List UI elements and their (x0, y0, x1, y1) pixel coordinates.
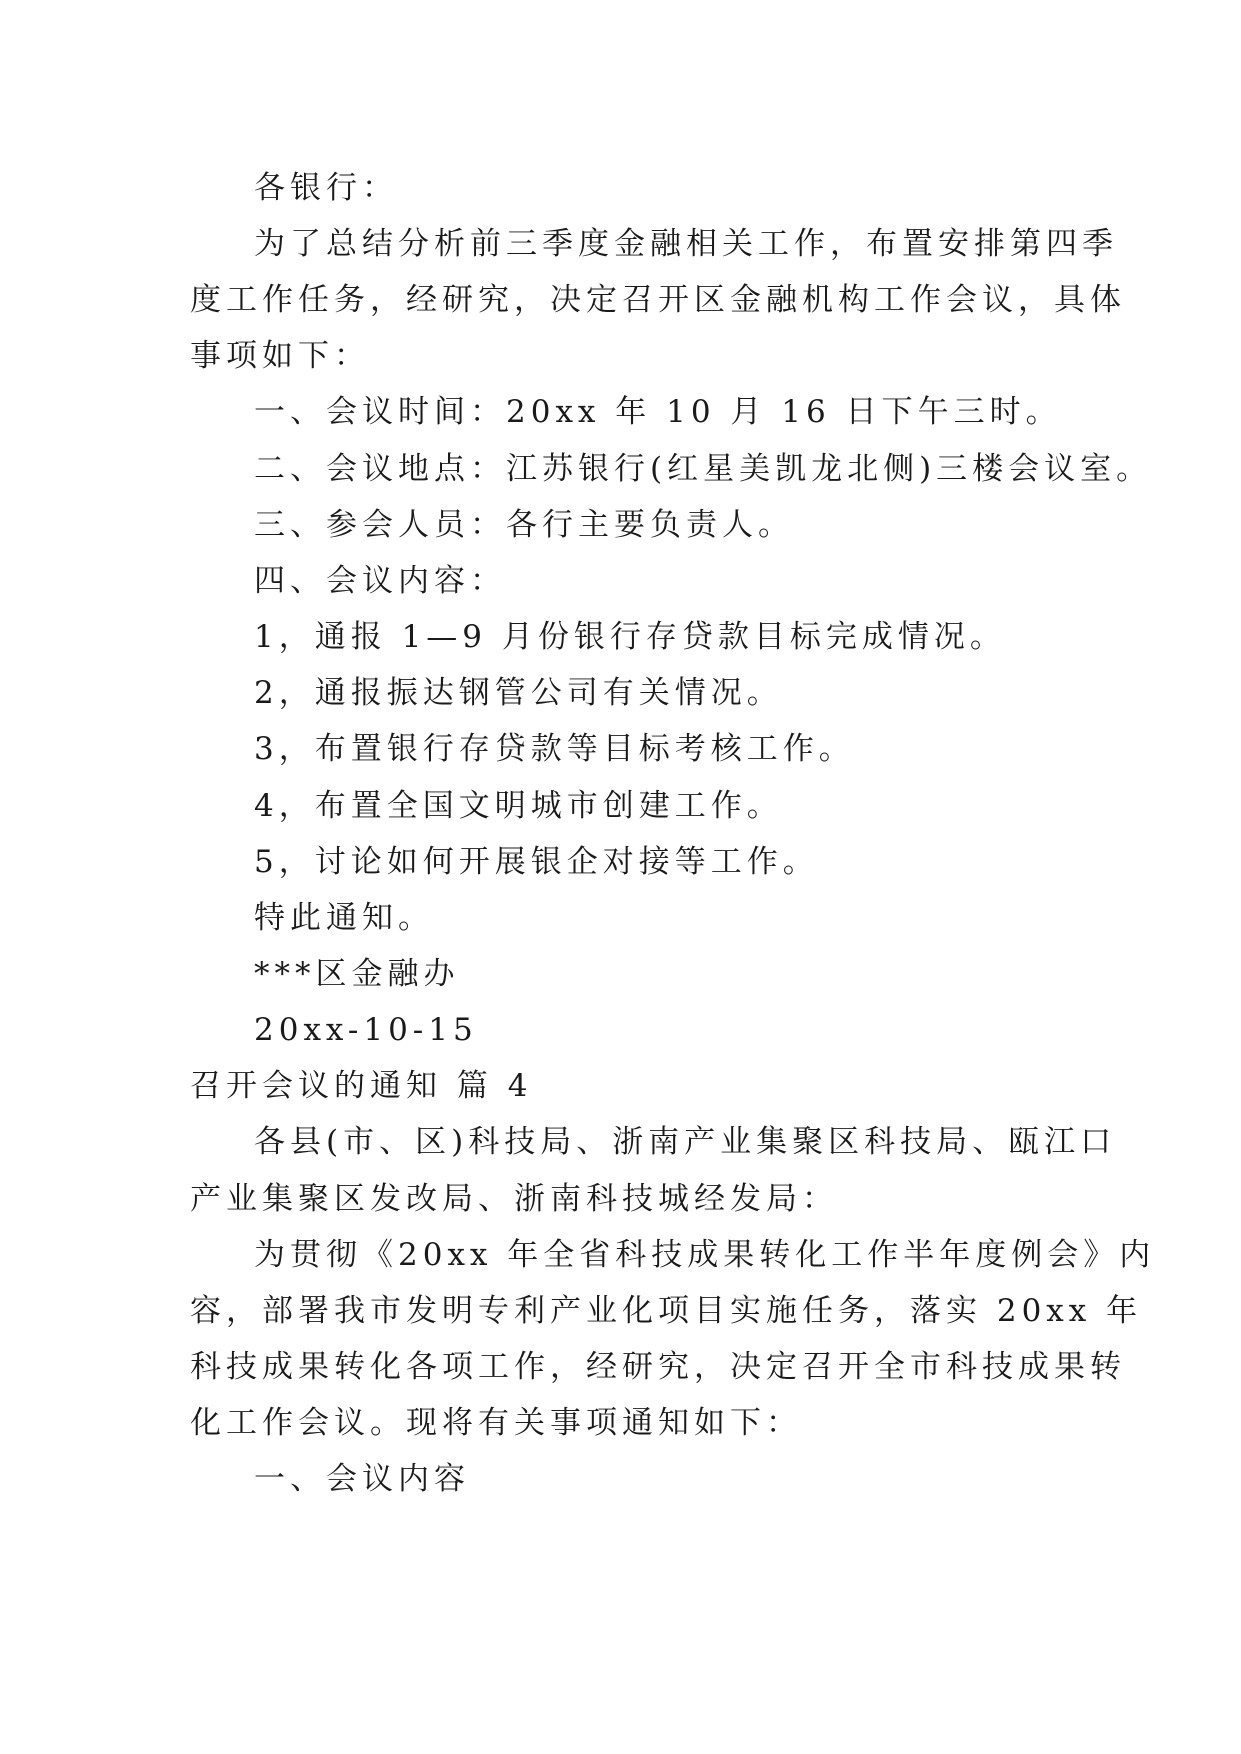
notice4-intro-line-1: 为贯彻《20xx 年全省科技成果转化工作半年度例会》内 (254, 1237, 1156, 1273)
issue-date: 20xx-10-15 (254, 1012, 478, 1048)
intro-line-2: 度工作任务，经研究，决定召开区金融机构工作会议，具体 (190, 282, 1126, 318)
meeting-attendees: 三、参会人员：各行主要负责人。 (254, 507, 794, 543)
meeting-location: 二、会议地点：江苏银行(红星美凯龙北侧)三楼会议室。 (254, 451, 1153, 487)
closing-text: 特此通知。 (254, 900, 434, 936)
meeting-content-heading: 四、会议内容： (254, 563, 506, 599)
content-item-2: 2，通报振达钢管公司有关情况。 (254, 675, 783, 711)
intro-line-1: 为了总结分析前三季度金融相关工作，布置安排第四季 (254, 226, 1118, 262)
salutation: 各银行： (254, 170, 398, 206)
notice4-intro-line-2: 容，部署我市发明专利产业化项目实施任务，落实 20xx 年 (190, 1293, 1143, 1329)
issuer: ***区金融办 (254, 956, 460, 992)
intro-line-3: 事项如下： (190, 338, 370, 374)
section-heading: 召开会议的通知 篇 4 (190, 1068, 533, 1104)
content-item-5: 5，讨论如何开展银企对接等工作。 (254, 844, 819, 880)
notice4-intro-line-4: 化工作会议。现将有关事项通知如下： (190, 1405, 802, 1441)
notice4-intro-line-3: 科技成果转化各项工作，经研究，决定召开全市科技成果转 (190, 1349, 1126, 1385)
content-item-3: 3，布置银行存贷款等目标考核工作。 (254, 731, 855, 767)
section-1-heading: 一、会议内容 (254, 1461, 470, 1497)
recipients-line-2: 产业集聚区发改局、浙南科技城经发局： (190, 1181, 838, 1217)
meeting-time: 一、会议时间：20xx 年 10 月 16 日下午三时。 (254, 394, 1062, 430)
recipients-line-1: 各县(市、区)科技局、浙南产业集聚区科技局、瓯江口 (254, 1124, 1117, 1160)
content-item-1: 1，通报 1—9 月份银行存贷款目标完成情况。 (254, 619, 1006, 655)
content-item-4: 4，布置全国文明城市创建工作。 (254, 788, 783, 824)
